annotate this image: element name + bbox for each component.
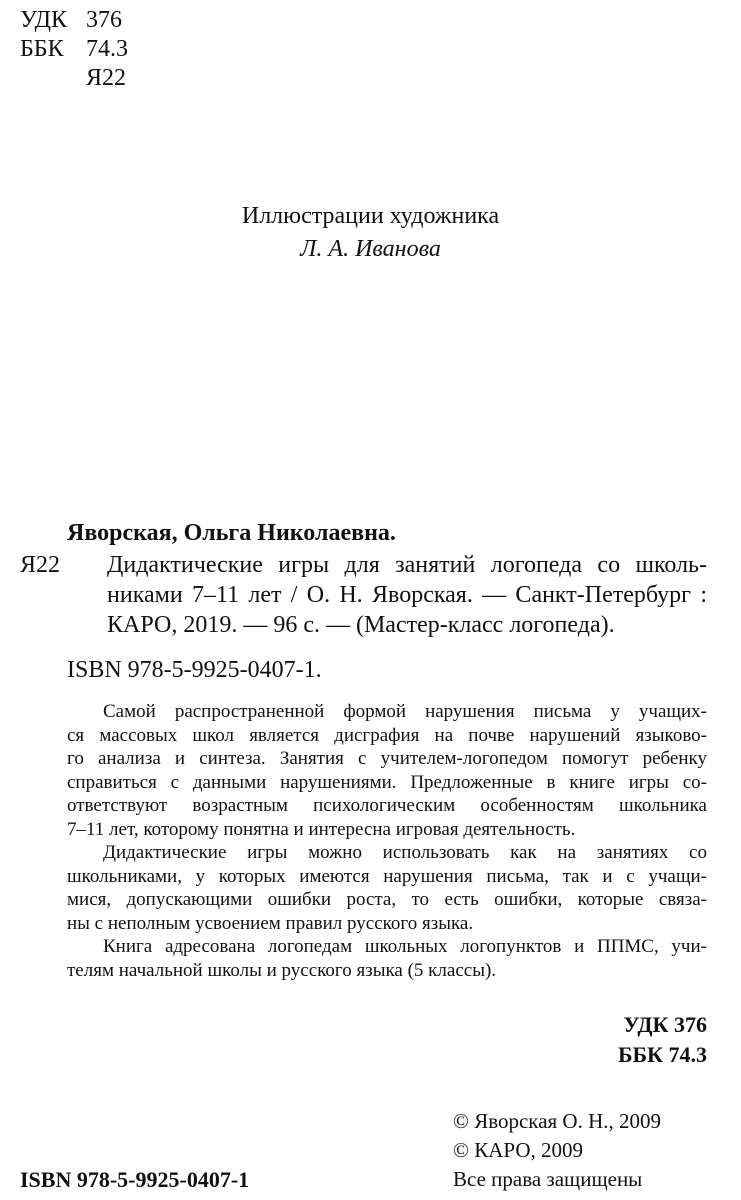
copyright-author: © Яворская О. Н., 2009 — [453, 1109, 662, 1133]
udk-label: УДК — [20, 7, 67, 33]
copyright-publisher: © КАРО, 2009 — [453, 1138, 583, 1162]
annotation-line: Книга адресована логопедам школьных логопунктов и ППМС, учи- — [103, 936, 707, 957]
bbk-label: ББК — [20, 36, 64, 62]
bib-line: Дидактические игры для занятий логопеда со школь- — [107, 552, 707, 578]
illustrator-name: Л. А. Иванова — [300, 236, 441, 262]
annotation-line: телям начальной школы и русского языка (5 классы). — [67, 959, 497, 981]
annotation-line: го анализа и синтеза. Занятия с учителем-логопедом помогут ребенку — [67, 748, 707, 769]
author-heading: Яворская, Ольга Николаевна. — [67, 520, 396, 546]
bbk-bottom: ББК 74.3 — [617, 1042, 707, 1067]
rights-reserved: Все права защищены — [453, 1167, 643, 1191]
annotation-line: Дидактические игры можно использовать как на занятиях со — [103, 842, 707, 863]
udk-value: 376 — [86, 7, 122, 33]
author-sign-row — [20, 64, 128, 93]
udk-row — [20, 6, 128, 35]
illustrations-caption: Иллюстрации художника — [241, 203, 500, 229]
copyright-block — [453, 1107, 661, 1194]
annotation-line: Самой распространенной формой нарушения письма у учащих- — [103, 701, 707, 722]
annotation-line: мися, допускающими ошибки роста, то есть ошибки, которые связа- — [67, 889, 707, 910]
bib-author-sign: Я22 — [20, 552, 61, 578]
classification-bottom — [618, 1010, 707, 1070]
udk-bottom: УДК 376 — [623, 1012, 707, 1037]
annotation-line: ны с неполным усвоением правил русского языка. — [67, 912, 474, 934]
bibliographic-description — [107, 550, 707, 640]
annotation-line: ся массовых школ является дисграфия на почве нарушений языково- — [67, 724, 707, 746]
bbk-value: 74.3 — [86, 36, 128, 62]
author-sign: Я22 — [86, 65, 127, 91]
bib-line: КАРО, 2019. — 96 с. — (Мастер-класс логопеда). — [107, 612, 615, 638]
annotation-line: справиться с данными нарушениями. Предложенные в книге игры со- — [67, 771, 707, 793]
illustrations-credit — [0, 200, 741, 266]
annotation — [67, 700, 707, 982]
bib-line: никами 7–11 лет / О. Н. Яворская. — Санкт-Петербург : — [107, 582, 707, 608]
bbk-row — [20, 35, 128, 64]
annotation-line: школьниками, у которых имеются нарушения письма, так и с учащи- — [67, 865, 707, 887]
classification-top — [20, 6, 128, 93]
isbn-bottom: ISBN 978-5-9925-0407-1 — [20, 1167, 250, 1192]
annotation-line: ответствуют возрастным психологическим особенностям школьника — [67, 795, 707, 816]
bib-isbn: ISBN 978-5-9925-0407-1. — [67, 657, 322, 683]
annotation-line: 7–11 лет, которому понятна и интересна игровая деятельность. — [67, 818, 576, 840]
